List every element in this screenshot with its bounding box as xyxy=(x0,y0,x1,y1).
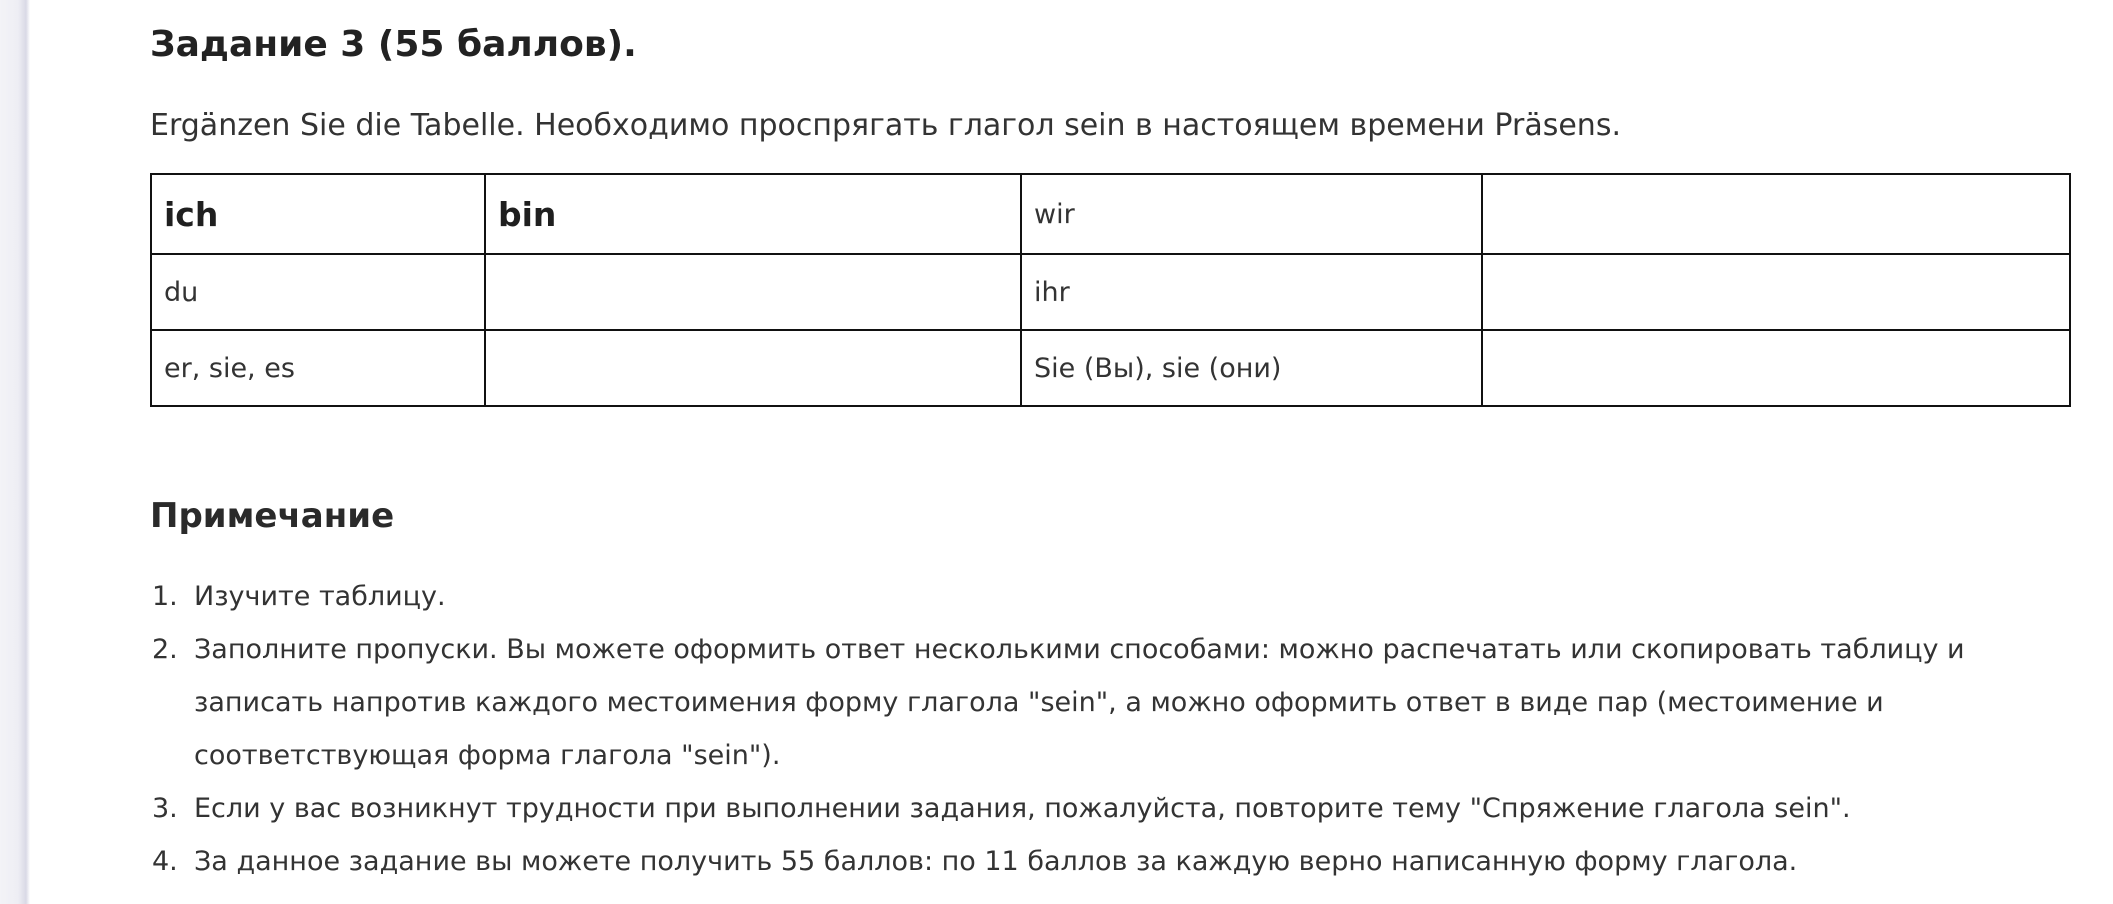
list-item-text: За данное задание вы можете получить 55 баллов: по 11 баллов за каждую верно написанную форму глагола. xyxy=(194,846,1798,877)
pronoun-cell: ich xyxy=(151,174,485,254)
pronoun-cell: du xyxy=(151,254,485,330)
list-item-text: Заполните пропуски. Вы можете оформить ответ несколькими способами: можно распечатать или скопировать таблицу и записать напротив каждого местоимения форму глагола "sein", а можно оформить ответ в виде пар (местоимение и соответствующая форма глагола "sein"). xyxy=(194,634,1965,771)
list-item-text: Если у вас возникнут трудности при выполнении задания, пожалуйста, повторите тему "Спряжение глагола sein". xyxy=(194,793,1851,824)
list-item xyxy=(150,835,2060,888)
verb-form-cell: bin xyxy=(485,174,1021,254)
list-item-number: 3. xyxy=(152,793,178,824)
pronoun-cell: er, sie, es xyxy=(151,330,485,406)
note-title: Примечание xyxy=(150,496,395,536)
list-item xyxy=(150,623,2060,782)
task-instruction: Ergänzen Sie die Tabelle. Необходимо проспрягать глагол sein в настоящем времени Präsens. xyxy=(150,108,1621,143)
verb-form-cell xyxy=(1482,174,2070,254)
list-item-text: Изучите таблицу. xyxy=(194,581,446,612)
table-row xyxy=(151,174,2070,254)
list-item xyxy=(150,782,2060,835)
pronoun-cell: ihr xyxy=(1021,254,1482,330)
list-item xyxy=(150,570,2060,623)
verb-form-cell xyxy=(1482,254,2070,330)
table-row xyxy=(151,330,2070,406)
pronoun-cell: wir xyxy=(1021,174,1482,254)
note-list xyxy=(150,570,2060,888)
task-title: Задание 3 (55 баллов). xyxy=(150,24,637,65)
conjugation-table xyxy=(150,173,2071,407)
verb-form-cell xyxy=(485,330,1021,406)
table-row xyxy=(151,254,2070,330)
left-margin-rule xyxy=(0,0,30,904)
verb-form-cell xyxy=(1482,330,2070,406)
list-item-number: 2. xyxy=(152,634,178,665)
pronoun-cell: Sie (Вы), sie (они) xyxy=(1021,330,1482,406)
list-item-number: 1. xyxy=(152,581,178,612)
verb-form-cell xyxy=(485,254,1021,330)
list-item-number: 4. xyxy=(152,846,178,877)
